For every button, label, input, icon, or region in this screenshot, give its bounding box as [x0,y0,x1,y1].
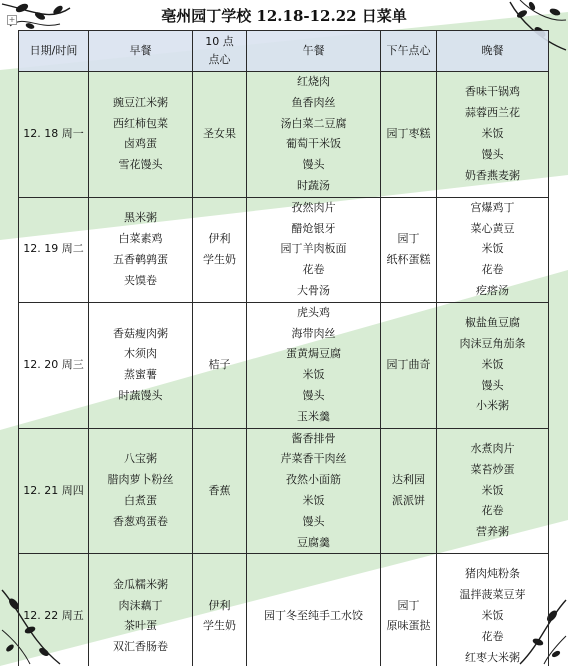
snack-item: 伊利 [208,598,231,612]
breakfast-item: 腊肉萝卜粉丝 [107,473,174,487]
dinner-item: 菜苔炒蛋 [470,462,515,476]
dinner-item: 肉沫豆角茄条 [459,336,526,350]
lunch-item: 花卷 [302,263,325,277]
afternoon-snack-cell [381,428,437,554]
lunch-item: 米饭 [302,493,325,507]
dinner-item: 奶香燕麦粥 [465,168,520,182]
lunch-item: 酱香排骨 [291,431,336,445]
dinner-item: 疙瘩汤 [476,283,509,297]
table-header-row [19,31,549,72]
dinner-item: 米饭 [481,126,504,140]
breakfast-item: 时蔬馒头 [118,388,163,402]
lunch-item: 园丁羊肉板面 [280,242,347,256]
lunch-item: 玉米羹 [297,409,330,423]
date-cell: 12. 19 周二 [19,197,89,302]
header-afternoon: 下午点心 [381,31,437,72]
lunch-item: 芹菜香干肉丝 [280,452,347,466]
table-move-handle-icon[interactable]: + [8,15,16,24]
dinner-cell [437,554,549,666]
lunch-cell [247,302,381,428]
dinner-item: 蒜蓉西兰花 [465,106,520,120]
date-cell: 12. 22 周五 [19,554,89,666]
lunch-cell [247,554,381,666]
menu-body [19,72,549,666]
dinner-item: 米饭 [481,242,504,256]
header-breakfast: 早餐 [89,31,193,72]
date-cell: 12. 21 周四 [19,428,89,554]
dinner-item: 椒盐鱼豆腐 [465,316,520,330]
dinner-item: 红枣大米粥 [465,650,520,664]
dinner-item: 香味干锅鸡 [465,85,520,99]
afternoon-snack-item: 派派饼 [392,493,425,507]
afternoon-snack-item: 达利园 [392,473,425,487]
breakfast-item: 双汇香肠卷 [113,640,168,654]
lunch-item: 馒头 [302,388,325,402]
snack-item: 伊利 [208,231,231,245]
afternoon-snack-item: 园丁枣糕 [386,126,431,140]
breakfast-item: 八宝粥 [124,452,157,466]
lunch-item: 孜然小面筋 [286,473,341,487]
weekly-menu-table [18,30,549,666]
date-cell: 12. 18 周一 [19,72,89,198]
breakfast-item: 夹馍卷 [124,273,157,287]
afternoon-snack-item: 原味蛋挞 [386,619,431,633]
breakfast-item: 白菜素鸡 [118,231,163,245]
date-cell: 12. 20 周三 [19,302,89,428]
dinner-item: 小米粥 [476,399,509,413]
snack-cell [193,197,247,302]
lunch-cell [247,72,381,198]
afternoon-snack-item: 园丁 [397,598,420,612]
breakfast-item: 雪花馒头 [118,158,163,172]
dinner-item: 营养粥 [476,525,509,539]
afternoon-snack-cell [381,554,437,666]
lunch-item: 时蔬汤 [297,178,330,192]
breakfast-item: 白煮蛋 [124,493,157,507]
snack-item: 学生奶 [203,619,236,633]
breakfast-cell [89,428,193,554]
lunch-item: 馒头 [302,514,325,528]
dinner-item: 温拌菠菜豆芽 [459,588,526,602]
dinner-item: 花卷 [481,629,504,643]
lunch-item: 园丁冬至纯手工水饺 [264,608,363,622]
afternoon-snack-item: 园丁曲奇 [386,357,431,371]
afternoon-snack-cell [381,302,437,428]
dinner-cell [437,302,549,428]
breakfast-item: 豌豆江米粥 [113,95,168,109]
dinner-item: 米饭 [481,483,504,497]
lunch-item: 汤白菜二豆腐 [280,116,347,130]
dinner-cell [437,428,549,554]
breakfast-item: 茶叶蛋 [124,619,157,633]
dinner-item: 米饭 [481,608,504,622]
dinner-item: 水煮肉片 [470,441,515,455]
breakfast-item: 卤鸡蛋 [124,137,157,151]
lunch-item: 海带肉丝 [291,326,336,340]
breakfast-cell [89,554,193,666]
dinner-item: 花卷 [481,504,504,518]
lunch-cell [247,197,381,302]
dinner-item: 米饭 [481,357,504,371]
snack-item: 圣女果 [203,126,236,140]
lunch-item: 馒头 [302,158,325,172]
snack-item: 桔子 [208,357,231,371]
dinner-item: 菜心黄豆 [470,221,515,235]
afternoon-snack-item: 纸杯蛋糕 [386,252,431,266]
afternoon-snack-cell [381,197,437,302]
snack-cell [193,554,247,666]
lunch-item: 虎头鸡 [297,305,330,319]
lunch-item: 米饭 [302,368,325,382]
dinner-item: 花卷 [481,263,504,277]
snack-item: 学生奶 [203,252,236,266]
lunch-item: 豆腐羹 [297,535,330,549]
breakfast-item: 黑米粥 [124,211,157,225]
breakfast-item: 西红柿包菜 [113,116,168,130]
snack-cell [193,72,247,198]
breakfast-item: 木须肉 [124,347,157,361]
dinner-cell [437,72,549,198]
header-date: 日期/时间 [19,31,89,72]
dinner-item: 馒头 [481,147,504,161]
snack-cell [193,302,247,428]
dinner-item: 宫爆鸡丁 [470,200,515,214]
afternoon-snack-cell [381,72,437,198]
breakfast-item: 五香鹌鹑蛋 [113,252,168,266]
header-lunch: 午餐 [247,31,381,72]
header-snack-line1: 10 点 [205,35,234,48]
table-row [19,72,549,198]
snack-item: 香蕉 [208,483,231,497]
breakfast-item: 香菇瘦肉粥 [113,326,168,340]
breakfast-cell [89,72,193,198]
table-row [19,302,549,428]
dinner-cell [437,197,549,302]
lunch-item: 醋炝银牙 [291,221,336,235]
header-snack-line2: 点心 [208,53,231,66]
header-snack [193,31,247,72]
lunch-item: 蛋黄焗豆腐 [286,347,341,361]
dinner-item: 猪肉炖粉条 [465,567,520,581]
afternoon-snack-item: 园丁 [397,231,420,245]
table-row [19,197,549,302]
breakfast-cell [89,197,193,302]
lunch-item: 孜然肉片 [291,200,336,214]
snack-cell [193,428,247,554]
breakfast-item: 肉沫藕丁 [118,598,163,612]
lunch-item: 大骨汤 [297,283,330,297]
lunch-item: 葡萄干米饭 [286,137,341,151]
lunch-cell [247,428,381,554]
table-row [19,554,549,666]
page-title: 亳州园丁学校 12.18-12.22 日菜单 [161,7,407,25]
header-dinner: 晚餐 [437,31,549,72]
breakfast-item: 蒸蜜薯 [124,368,157,382]
breakfast-item: 金瓜糯米粥 [113,577,168,591]
table-row [19,428,549,554]
dinner-item: 馒头 [481,378,504,392]
breakfast-item: 香葱鸡蛋卷 [113,514,168,528]
breakfast-cell [89,302,193,428]
lunch-item: 鱼香肉丝 [291,95,336,109]
lunch-item: 红烧肉 [297,75,330,88]
